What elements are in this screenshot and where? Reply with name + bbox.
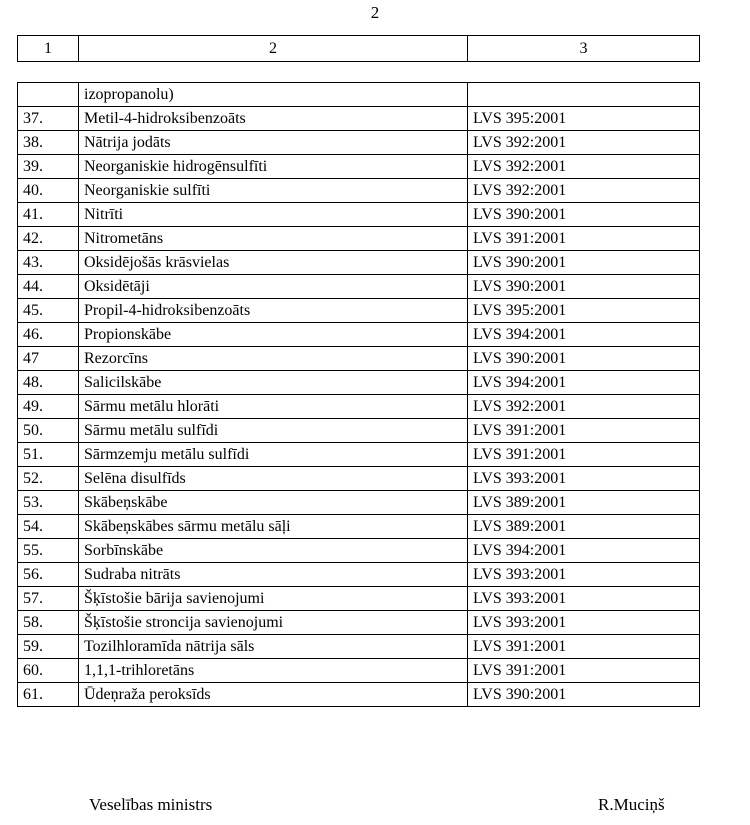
standard-cell: LVS 393:2001 [468, 611, 700, 635]
row-number-cell: 40. [18, 179, 79, 203]
substance-name-cell: Ūdeņraža peroksīds [79, 683, 468, 707]
standard-cell: LVS 392:2001 [468, 179, 700, 203]
substance-name-cell: Selēna disulfīds [79, 467, 468, 491]
table-row [18, 323, 700, 347]
standard-cell: LVS 393:2001 [468, 587, 700, 611]
substance-name-cell: Šķīstošie stroncija savienojumi [79, 611, 468, 635]
standard-cell: LVS 391:2001 [468, 635, 700, 659]
substance-name-cell: Propil-4-hidroksibenzoāts [79, 299, 468, 323]
standard-cell: LVS 393:2001 [468, 563, 700, 587]
substance-name-cell: Tozilhloramīda nātrija sāls [79, 635, 468, 659]
standard-cell: LVS 390:2001 [468, 203, 700, 227]
substances-table-body [18, 83, 700, 707]
standard-cell: LVS 390:2001 [468, 683, 700, 707]
row-number-cell: 52. [18, 467, 79, 491]
row-number-cell: 48. [18, 371, 79, 395]
standard-cell: LVS 391:2001 [468, 659, 700, 683]
header-cell-1: 1 [18, 36, 79, 62]
standard-cell: LVS 390:2001 [468, 275, 700, 299]
standard-cell: LVS 393:2001 [468, 467, 700, 491]
column-header-table [17, 35, 700, 62]
row-number-cell: 58. [18, 611, 79, 635]
table-row [18, 155, 700, 179]
table-row [18, 251, 700, 275]
table-row [18, 587, 700, 611]
row-number-cell [18, 83, 79, 107]
substance-name-cell: Nitrometāns [79, 227, 468, 251]
row-number-cell: 56. [18, 563, 79, 587]
row-number-cell: 51. [18, 443, 79, 467]
row-number-cell: 41. [18, 203, 79, 227]
substance-name-cell: Sārmu metālu hlorāti [79, 395, 468, 419]
substance-name-cell: Propionskābe [79, 323, 468, 347]
row-number-cell: 46. [18, 323, 79, 347]
row-number-cell: 61. [18, 683, 79, 707]
header-row [18, 36, 700, 62]
page-number: 2 [370, 3, 380, 22]
row-number-cell: 55. [18, 539, 79, 563]
table-row [18, 659, 700, 683]
table-row [18, 539, 700, 563]
substance-name-cell: Oksidējošās krāsvielas [79, 251, 468, 275]
table-row [18, 131, 700, 155]
standard-cell: LVS 395:2001 [468, 107, 700, 131]
header-cell-3: 3 [468, 36, 700, 62]
row-number-cell: 57. [18, 587, 79, 611]
substance-name-cell: Sudraba nitrāts [79, 563, 468, 587]
table-row [18, 83, 700, 107]
standard-cell: LVS 392:2001 [468, 131, 700, 155]
substance-name-cell: 1,1,1-trihloretāns [79, 659, 468, 683]
table-row [18, 683, 700, 707]
substance-name-cell: Sorbīnskābe [79, 539, 468, 563]
table-row [18, 515, 700, 539]
row-number-cell: 37. [18, 107, 79, 131]
standard-cell: LVS 391:2001 [468, 419, 700, 443]
substance-name-cell: Salicilskābe [79, 371, 468, 395]
table-row [18, 203, 700, 227]
row-number-cell: 42. [18, 227, 79, 251]
minister-title: Veselības ministrs [89, 795, 213, 814]
substance-name-cell: Sārmu metālu sulfīdi [79, 419, 468, 443]
standard-cell: LVS 391:2001 [468, 443, 700, 467]
row-number-cell: 38. [18, 131, 79, 155]
row-number-cell: 50. [18, 419, 79, 443]
standard-cell: LVS 394:2001 [468, 371, 700, 395]
table-row [18, 635, 700, 659]
standard-cell: LVS 395:2001 [468, 299, 700, 323]
row-number-cell: 60. [18, 659, 79, 683]
row-number-cell: 39. [18, 155, 79, 179]
table-row [18, 467, 700, 491]
table-row [18, 611, 700, 635]
row-number-cell: 49. [18, 395, 79, 419]
row-number-cell: 44. [18, 275, 79, 299]
table-row [18, 563, 700, 587]
table-row [18, 419, 700, 443]
header-cell-2: 2 [79, 36, 468, 62]
substance-name-cell: Nitrīti [79, 203, 468, 227]
substance-name-cell: izopropanolu) [79, 83, 468, 107]
standard-cell: LVS 390:2001 [468, 251, 700, 275]
substance-name-cell: Rezorcīns [79, 347, 468, 371]
table-row [18, 395, 700, 419]
minister-signature-name: R.Muciņš [598, 795, 665, 814]
standard-cell: LVS 390:2001 [468, 347, 700, 371]
table-row [18, 371, 700, 395]
table-row [18, 347, 700, 371]
standard-cell: LVS 394:2001 [468, 539, 700, 563]
substance-name-cell: Skābeņskābe [79, 491, 468, 515]
table-row [18, 443, 700, 467]
row-number-cell: 54. [18, 515, 79, 539]
table-row [18, 491, 700, 515]
standard-cell: LVS 389:2001 [468, 491, 700, 515]
substance-name-cell: Šķīstošie bārija savienojumi [79, 587, 468, 611]
row-number-cell: 47 [18, 347, 79, 371]
standard-cell: LVS 391:2001 [468, 227, 700, 251]
row-number-cell: 45. [18, 299, 79, 323]
substances-table [17, 82, 700, 707]
row-number-cell: 43. [18, 251, 79, 275]
row-number-cell: 59. [18, 635, 79, 659]
row-number-cell: 53. [18, 491, 79, 515]
standard-cell: LVS 392:2001 [468, 395, 700, 419]
standard-cell: LVS 389:2001 [468, 515, 700, 539]
table-row [18, 227, 700, 251]
table-row [18, 275, 700, 299]
table-row [18, 299, 700, 323]
substance-name-cell: Nātrija jodāts [79, 131, 468, 155]
substance-name-cell: Neorganiskie hidrogēnsulfīti [79, 155, 468, 179]
standard-cell: LVS 394:2001 [468, 323, 700, 347]
table-row [18, 179, 700, 203]
substance-name-cell: Neorganiskie sulfīti [79, 179, 468, 203]
standard-cell [468, 83, 700, 107]
table-row [18, 107, 700, 131]
substance-name-cell: Metil-4-hidroksibenzoāts [79, 107, 468, 131]
substance-name-cell: Sārmzemju metālu sulfīdi [79, 443, 468, 467]
substance-name-cell: Oksidētāji [79, 275, 468, 299]
standard-cell: LVS 392:2001 [468, 155, 700, 179]
substance-name-cell: Skābeņskābes sārmu metālu sāļi [79, 515, 468, 539]
